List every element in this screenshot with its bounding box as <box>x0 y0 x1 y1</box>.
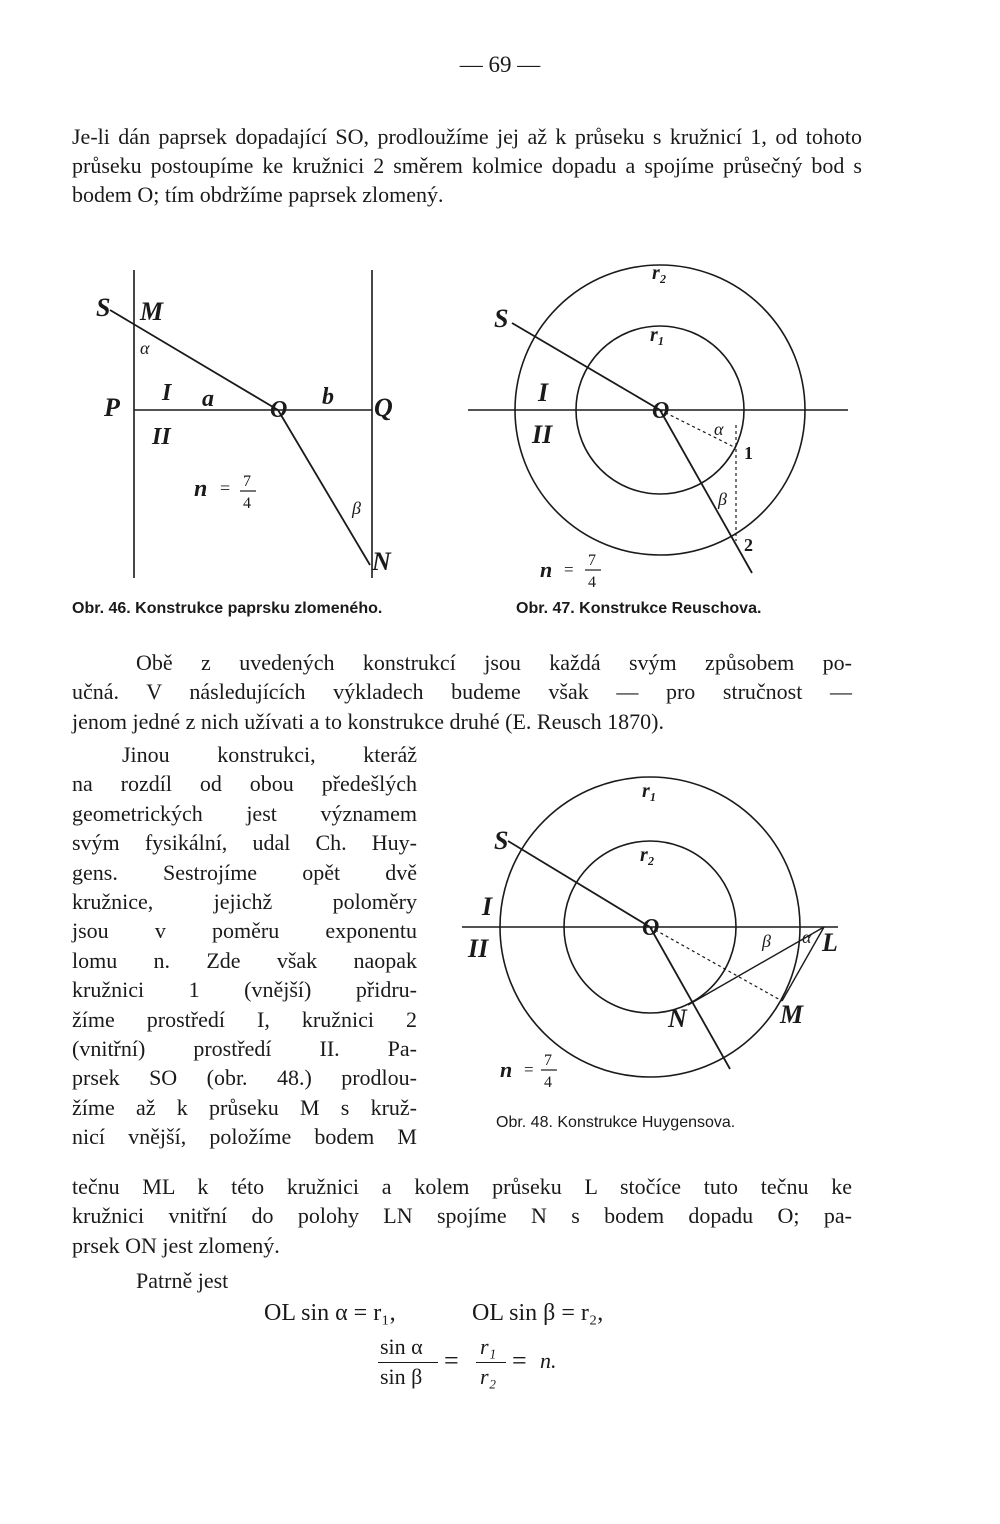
formula-1a: OL sin α = r₁, <box>264 1300 396 1326</box>
fig46-S: S <box>96 293 111 322</box>
fig48-caption: Obr. 48. Konstrukce Huygensova. <box>496 1114 736 1131</box>
fig46-num: 7 <box>243 473 251 490</box>
fig48-beta: β <box>762 931 771 951</box>
fig47-alpha: α <box>714 419 724 439</box>
fig47-I: I <box>538 378 549 407</box>
fig46-II: II <box>152 424 171 450</box>
figure-48 <box>450 775 870 1105</box>
fig47-two: 2 <box>744 535 753 555</box>
fig47-caption: Obr. 47. Konstrukce Reuschova. <box>516 600 762 617</box>
fig48-n: n <box>500 1057 513 1082</box>
text-line: geometrických jest významem <box>72 800 417 826</box>
fig48-eq: = <box>524 1060 534 1079</box>
text-line: prsek SO (obr. 48.) prodlou- <box>72 1065 417 1091</box>
fig46-Q: Q <box>374 393 393 422</box>
fig46-caption: Obr. 46. Konstrukce paprsku zlomeného. <box>72 600 383 617</box>
fig46-n: n <box>194 476 208 502</box>
fig47-beta: β <box>718 489 727 509</box>
formula-2-sin-beta: sin β <box>380 1364 423 1389</box>
fig46-den: 4 <box>243 495 251 512</box>
fig48-den: 4 <box>544 1074 552 1091</box>
text-line: jsou v poměru exponentu <box>72 918 417 944</box>
fig48-num: 7 <box>544 1052 552 1069</box>
formula-1b: OL sin β = r₂, <box>472 1300 604 1326</box>
text-line: na rozdíl od obou předešlých <box>72 771 417 797</box>
fig48-I: I <box>482 892 493 921</box>
formula-2-eq1: = <box>444 1346 459 1375</box>
fig46-I: I <box>162 380 172 406</box>
formula-2-sin-alpha: sin α <box>380 1334 423 1359</box>
fraction-bar <box>378 1362 438 1363</box>
fig46-a: a <box>202 386 214 412</box>
fig46-eq: = <box>220 478 231 498</box>
fig47-O: O <box>652 398 670 424</box>
text-line: (vnitřní) prostředí II. Pa- <box>72 1036 417 1062</box>
fig48-N: N <box>668 1004 687 1033</box>
fig46-M: M <box>140 297 164 326</box>
text-line: učná. V následujících výkladech budeme však — pro stručnost — <box>72 679 852 705</box>
text-line: kružnice, jejichž poloměry <box>72 889 417 915</box>
fig47-r1: r₁ <box>650 324 665 346</box>
text-line: svým fysikální, udal Ch. Huy- <box>72 830 417 856</box>
text-line: tečnu ML k této kružnici a kolem průseku L stočíce tuto tečnu ke <box>72 1174 852 1199</box>
fig46-N: N <box>372 547 391 576</box>
fig46-b: b <box>322 384 334 410</box>
formula-2-r1: r₁ <box>480 1334 497 1359</box>
paragraph-3-full <box>72 1172 852 1260</box>
text-line: Jinou konstrukci, kteráž <box>122 742 417 767</box>
paragraph-2 <box>72 648 852 736</box>
fig48-S: S <box>494 826 509 855</box>
fig48-O: O <box>642 915 660 941</box>
fig48-II: II <box>468 934 489 963</box>
text-line: kružnici vnitřní do polohy LN spojíme N s bodem dopadu O; pa- <box>72 1203 852 1229</box>
figure-46 <box>90 260 430 590</box>
intro-paragraph: Je-li dán paprsek dopadající SO, prodloužíme jej až k průseku s kružnicí 1, od tohoto průseku postoupíme ke kružnici 2 směrem kolmice dopadu a spojíme průsečný bod s bodem O; tím obdržíme paprsek zlomený. <box>72 124 862 207</box>
fig47-eq: = <box>564 560 574 579</box>
page-number: — 69 — <box>459 52 541 77</box>
fig48-r2: r₂ <box>640 844 655 866</box>
text-line: gens. Sestrojíme opět dvě <box>72 859 417 885</box>
fig47-II: II <box>532 420 553 449</box>
text-line: žíme až k průseku M s kruž- <box>72 1094 417 1120</box>
patrne-line: Patrně jest <box>136 1268 229 1293</box>
fig46-P: P <box>104 393 120 422</box>
fig48-L: L <box>822 928 838 957</box>
text-line: kružnici 1 (vnější) přidru- <box>72 977 417 1003</box>
text-line: nicí vnější, položíme bodem M <box>72 1124 417 1150</box>
fig48-alpha: α <box>802 927 812 947</box>
text-line: žíme prostředí I, kružnici 2 <box>72 1006 417 1032</box>
fig48-r1: r₁ <box>642 780 657 802</box>
figure-47 <box>460 255 860 595</box>
fig46-beta: β <box>352 498 361 518</box>
fig47-r2: r₂ <box>652 262 667 284</box>
text-line: lomu n. Zde však naopak <box>72 947 417 973</box>
fig46-alpha: α <box>140 338 150 358</box>
text-line: prsek ON jest zlomený. <box>72 1232 280 1258</box>
fig46-O: O <box>270 397 288 423</box>
fig48-M: M <box>780 1000 804 1029</box>
formula-2-eq2: = <box>512 1346 527 1375</box>
fig47-one: 1 <box>744 443 753 463</box>
fig47-num: 7 <box>588 552 596 569</box>
formula-2-r2: r₂ <box>480 1364 497 1389</box>
fig47-n: n <box>540 557 553 582</box>
paragraph-3-wrapped <box>72 740 417 1152</box>
fig47-den: 4 <box>588 574 596 591</box>
formula-2-n: n. <box>540 1348 557 1373</box>
fig47-S: S <box>494 304 509 333</box>
text-line: jenom jedné z nich užívati a to konstrukce druhé (E. Reusch 1870). <box>72 708 664 734</box>
text-line: Obě z uvedených konstrukcí jsou každá svým způsobem po- <box>136 650 852 675</box>
fraction-bar <box>476 1362 506 1363</box>
